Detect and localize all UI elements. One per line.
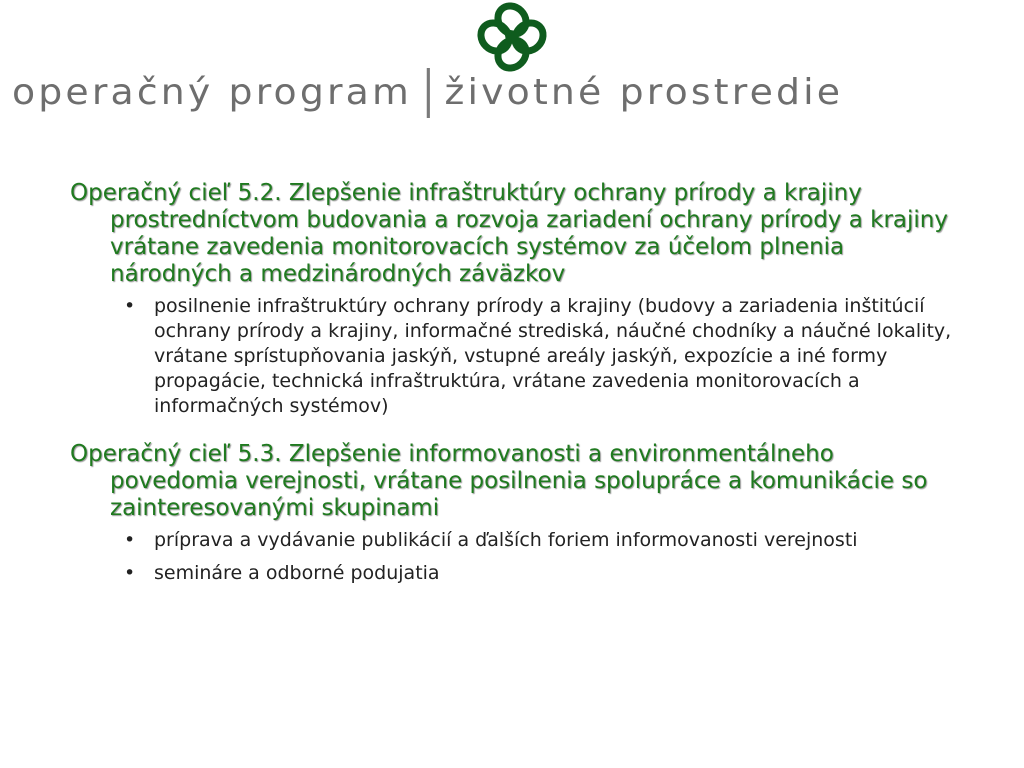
section-heading: Operačný cieľ 5.3. Zlepšenie informovanosti a environmentálneho povedomia verejnosti, vrátane posilnenia spolupráce a komunikácie so zainteresovanými skupinami xyxy=(70,441,928,521)
logo-separator xyxy=(427,68,430,118)
section-5-3 xyxy=(0,441,1024,586)
section-heading: Operačný cieľ 5.2. Zlepšenie infraštruktúry ochrany prírody a krajiny prostredníctvom budovania a rozvoja zariadení ochrany prírody a krajiny vrátane zavedenia monitorovacích systémov za účelom plnenia národných a medzinárodných záväzkov xyxy=(70,180,948,287)
slide-content xyxy=(0,180,1024,608)
logo-wordmark xyxy=(12,68,843,118)
list-item-text: semináre a odborné podujatia xyxy=(154,562,440,584)
bullet-icon: • xyxy=(124,562,136,584)
bullet-list xyxy=(0,528,1024,586)
bullet-list xyxy=(0,294,1024,419)
list-item xyxy=(124,294,964,419)
bullet-icon: • xyxy=(124,529,136,551)
logo-left-text: operačný program xyxy=(12,72,412,113)
logo-right-text: životné prostredie xyxy=(444,72,844,113)
list-item-text: príprava a vydávanie publikácií a ďalších foriem informovanosti verejnosti xyxy=(154,529,858,551)
section-5-2 xyxy=(0,180,1024,419)
list-item-text: posilnenie infraštruktúry ochrany prírody a krajiny (budovy a zariadenia inštitúcií ochrany prírody a krajiny, informačné strediská, náučné chodníky a náučné lokality, vrátane sprístupňovania jaskýň, vstupné areály jaskýň, expozície a iné formy propagácie, technická infraštruktúra, vrátane zavedenia monitorovacích a informačných systémov) xyxy=(154,295,952,417)
clover-icon xyxy=(462,2,562,72)
list-item xyxy=(124,561,964,586)
bullet-icon: • xyxy=(124,295,136,317)
header-logo xyxy=(0,0,1024,130)
list-item xyxy=(124,528,964,553)
